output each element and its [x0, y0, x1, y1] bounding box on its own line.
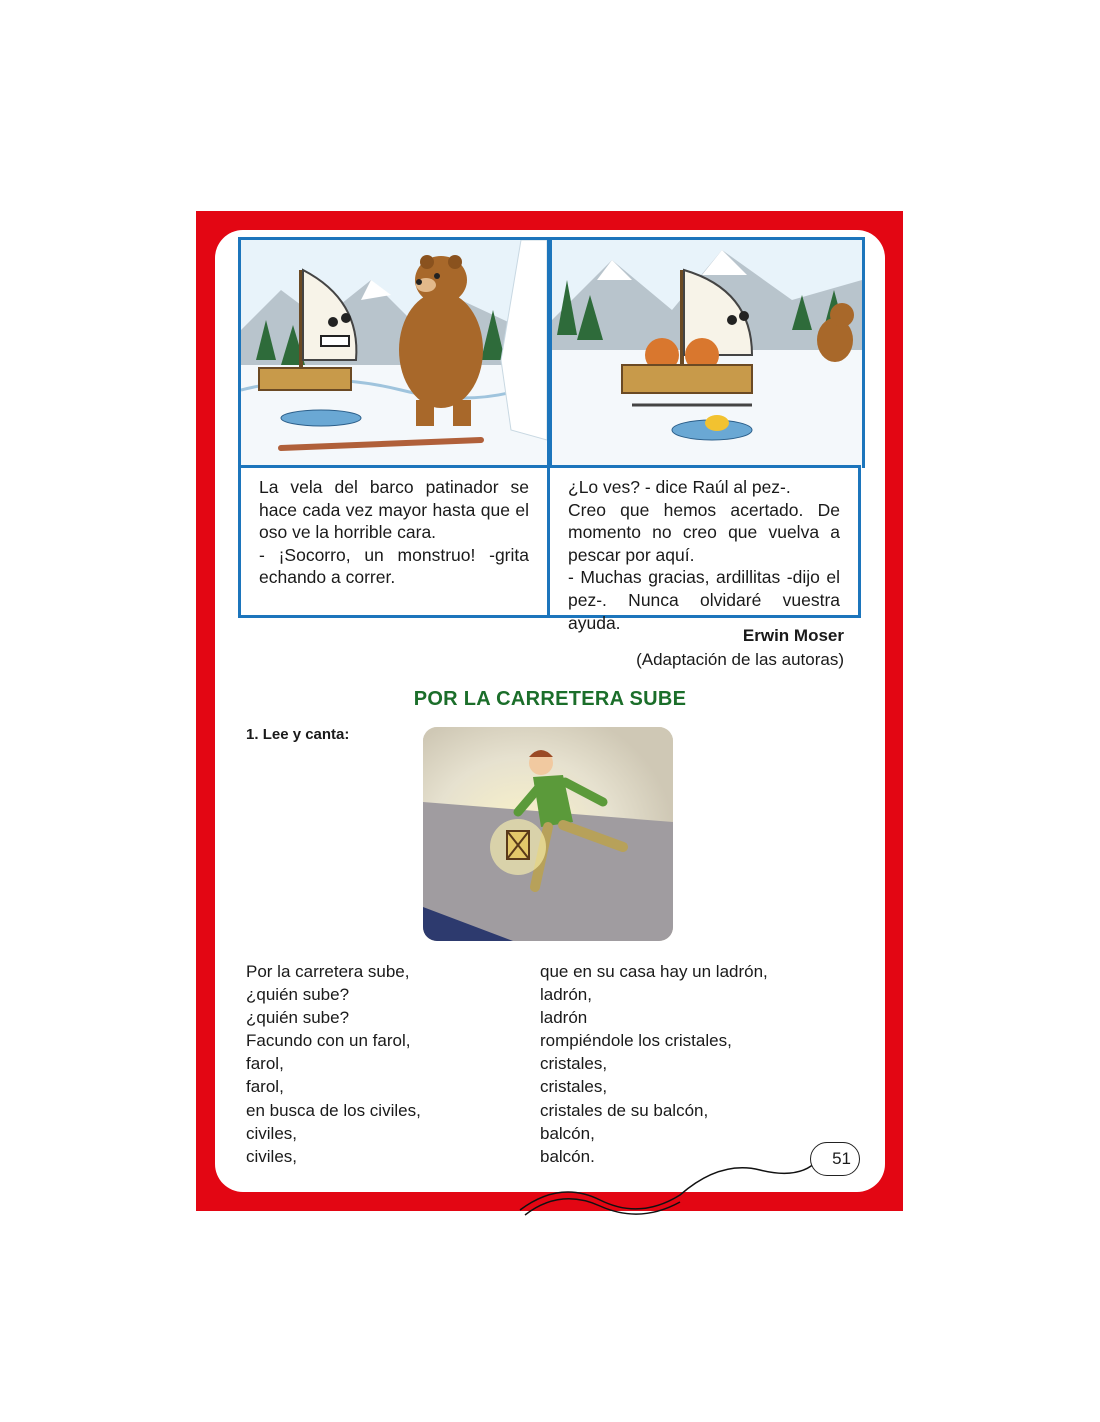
verse-line: Por la carretera sube,	[246, 962, 410, 981]
comic-panel-left-illustration	[238, 237, 550, 468]
verse-line: ladrón	[540, 1008, 588, 1028]
verse-line: ladrón,	[540, 985, 592, 1005]
exercise-label: Lee y canta:	[262, 726, 350, 743]
verse-line: cristales de su balcón,	[540, 1100, 709, 1120]
verse-line: en busca de los civiles,	[246, 1100, 421, 1120]
verse-line: farol,	[246, 1054, 284, 1074]
verse-line: Facundo con un farol,	[246, 1031, 411, 1051]
verse-line: civiles,	[246, 1123, 298, 1143]
comic-left-narration: La vela del barco patinador se hace cada vez mayor hasta que el oso ve la horrible cara.	[259, 477, 529, 543]
verse-line: balcón.	[540, 1146, 595, 1166]
song-illustration	[423, 727, 673, 941]
song-verse-left	[246, 960, 421, 1168]
comic-right-dialogue-3: - Muchas gracias, ardillitas -dijo el pez-. Nunca olvidaré vuestra ayuda.	[568, 567, 840, 633]
comic-panel-right-illustration	[549, 237, 865, 468]
author-name: Erwin Moser	[742, 626, 844, 645]
exercise-number: 1.	[246, 726, 259, 743]
page-number-text: 51	[832, 1149, 851, 1168]
comic-right-dialogue-1: ¿Lo ves? - dice Raúl al pez-.	[568, 477, 791, 497]
verse-line: balcón,	[540, 1123, 595, 1143]
adaptation-note: (Adaptación de las autoras)	[636, 650, 844, 669]
verse-line: rompiéndole los cristales,	[540, 1031, 732, 1051]
comic-right-dialogue-2: Creo que hemos acertado. De momento no creo que vuelva a pescar por aquí.	[568, 499, 840, 565]
verse-line: ¿quién sube?	[246, 1008, 350, 1028]
verse-line: ¿quién sube?	[246, 985, 350, 1005]
song-verse-right	[540, 960, 768, 1168]
page-number	[810, 1142, 860, 1176]
comic-left-dialogue: - ¡Socorro, un monstruo! -grita echando a correr.	[259, 544, 529, 588]
verse-line: cristales,	[540, 1077, 608, 1097]
exercise-instruction	[246, 726, 349, 743]
verse-line: civiles,	[246, 1146, 298, 1166]
verse-line: que en su casa hay un ladrón,	[540, 962, 768, 981]
song-title: POR LA CARRETERA SUBE	[413, 688, 687, 710]
comic-panel-right-text	[547, 465, 861, 633]
decorative-cord	[500, 1140, 820, 1220]
comic-panel-left-text	[238, 465, 550, 618]
verse-line: cristales,	[540, 1054, 608, 1074]
verse-line: farol,	[246, 1077, 284, 1097]
credit-block	[520, 624, 844, 672]
